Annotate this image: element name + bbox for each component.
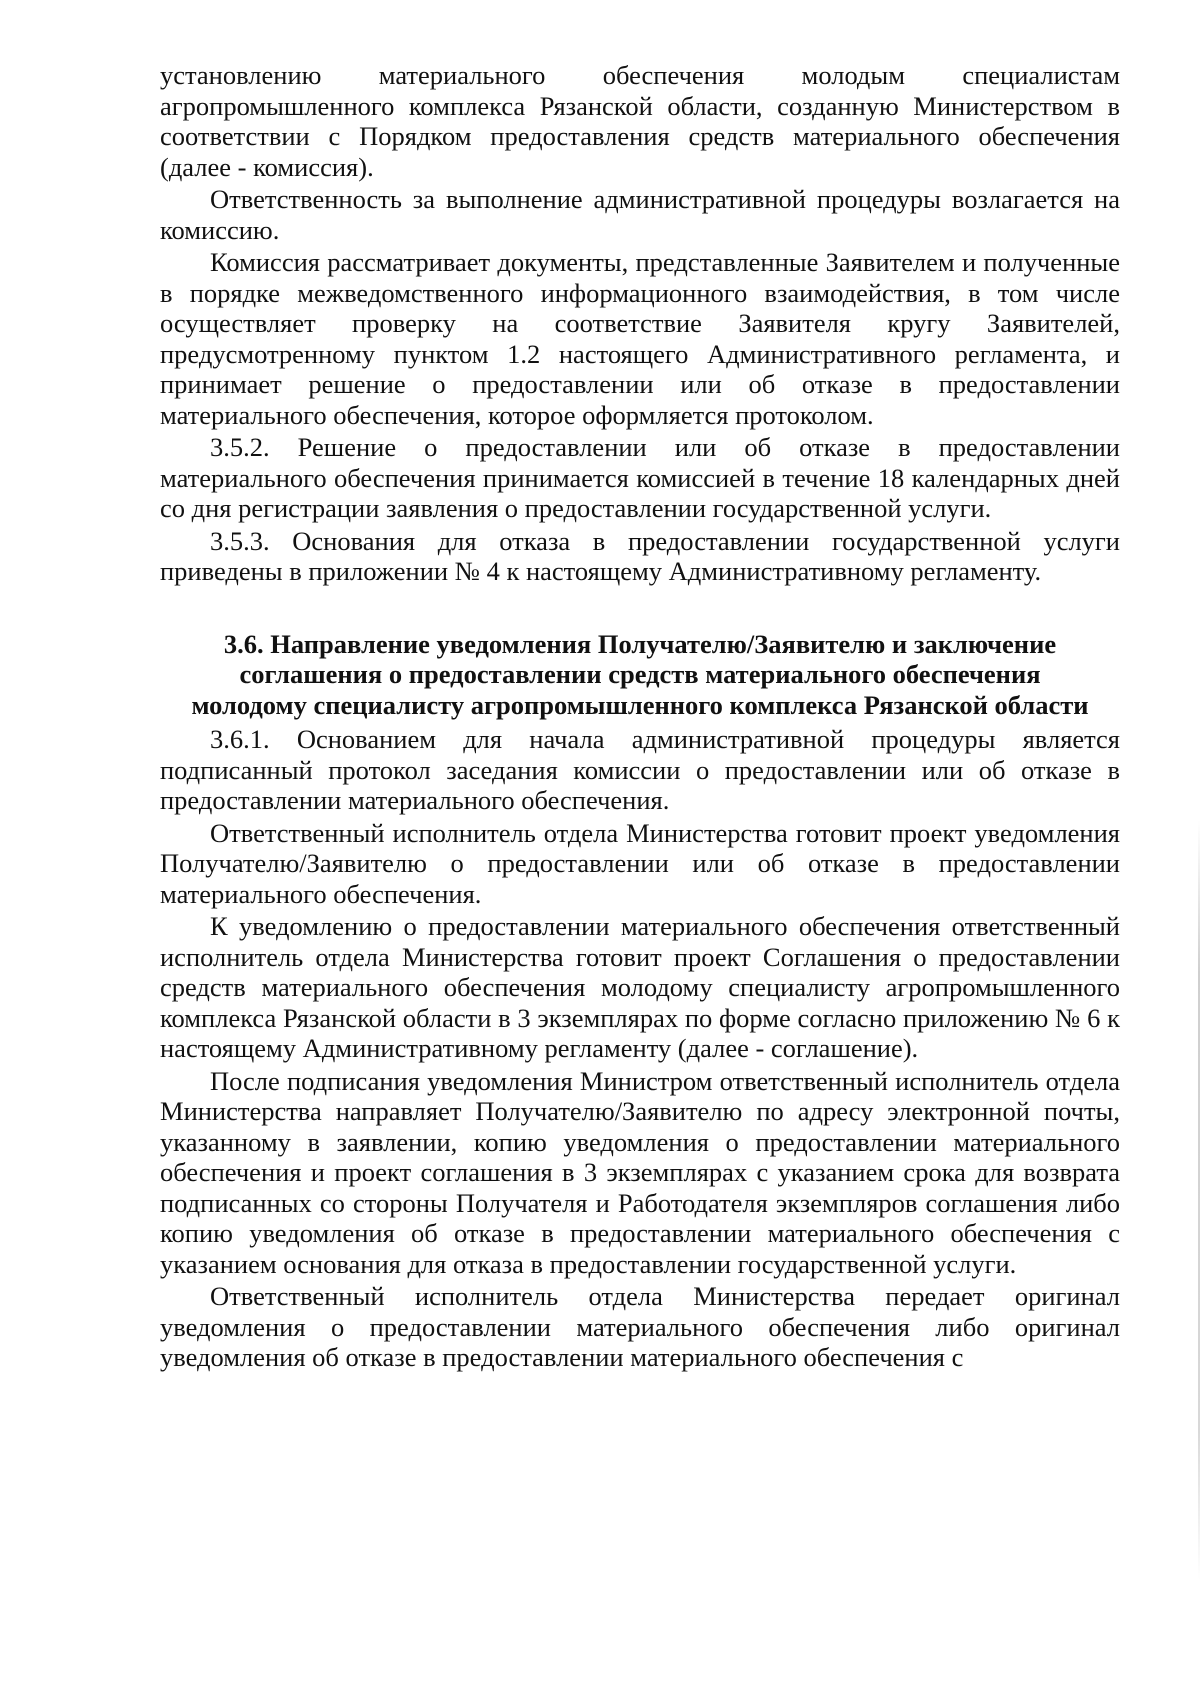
paragraph-commission-continuation: установлению материального обеспечения молодым специалистам агропромышленного комплекса Рязанской области, созданную Министерством в соответствии с Порядком предоставления средств материального обеспечения (далее - комиссия). <box>160 60 1120 182</box>
paragraph-agreement-draft: К уведомлению о предоставлении материального обеспечения ответственный исполнитель отдела Министерства готовит проект Соглашения о предоставлении средств материального обеспечения молодому специалисту агропромышленного комплекса Рязанской области в 3 экземплярах по форме согласно приложению № 6 к настоящему Административному регламенту (далее - соглашение). <box>160 911 1120 1063</box>
paragraph-3-6-1: 3.6.1. Основанием для начала административной процедуры является подписанный протокол заседания комиссии о предоставлении или об отказе в предоставлении материального обеспечения. <box>160 724 1120 815</box>
paragraph-3-5-2: 3.5.2. Решение о предоставлении или об отказе в предоставлении материального обеспечения принимается комиссией в течение 18 календарных дней со дня регистрации заявления о предоставлении государственной услуги. <box>160 432 1120 523</box>
paragraph-notification-draft: Ответственный исполнитель отдела Министерства готовит проект уведомления Получателю/Заявителю о предоставлении или об отказе в предоставлении материального обеспечения. <box>160 817 1120 909</box>
document-body <box>160 60 1120 1375</box>
paragraph-3-5-3: 3.5.3. Основания для отказа в предоставлении государственной услуги приведены в приложении № 4 к настоящему Административному регламенту. <box>160 525 1120 586</box>
paragraph-responsibility: Ответственность за выполнение административной процедуры возлагается на комиссию. <box>160 184 1120 245</box>
paragraph-sending-notification: После подписания уведомления Министром ответственный исполнитель отдела Министерства направляет Получателю/Заявителю по адресу электронной почты, указанному в заявлении, копию уведомления о предоставлении материального обеспечения и проект соглашения в 3 экземплярах с указанием срока для возврата подписанных со стороны Получателя и Работодателя экземпляров соглашения либо копию уведомления об отказе в предоставлении материального обеспечения с указанием основания для отказа в предоставлении государственной услуги. <box>160 1065 1120 1279</box>
paragraph-original-transfer: Ответственный исполнитель отдела Министерства передает оригинал уведомления о предоставлении материального обеспечения либо оригинал уведомления об отказе в предоставлении материального обеспечения с <box>160 1281 1120 1372</box>
paragraph-commission-review: Комиссия рассматривает документы, представленные Заявителем и полученные в порядке межведомственного информационного взаимодействия, в том числе осуществляет проверку на соответствие Заявителя кругу Заявителей, предусмотренному пунктом 1.2 настоящего Административного регламента, и принимает решение о предоставлении или об отказе в предоставлении материального обеспечения, которое оформляется протоколом. <box>160 247 1120 430</box>
section-heading-3-6: 3.6. Направление уведомления Получателю/Заявителю и заключение соглашения о предоставлении средств материального обеспечения молодому специалисту агропромышленного комплекса Рязанской области <box>191 628 1089 720</box>
